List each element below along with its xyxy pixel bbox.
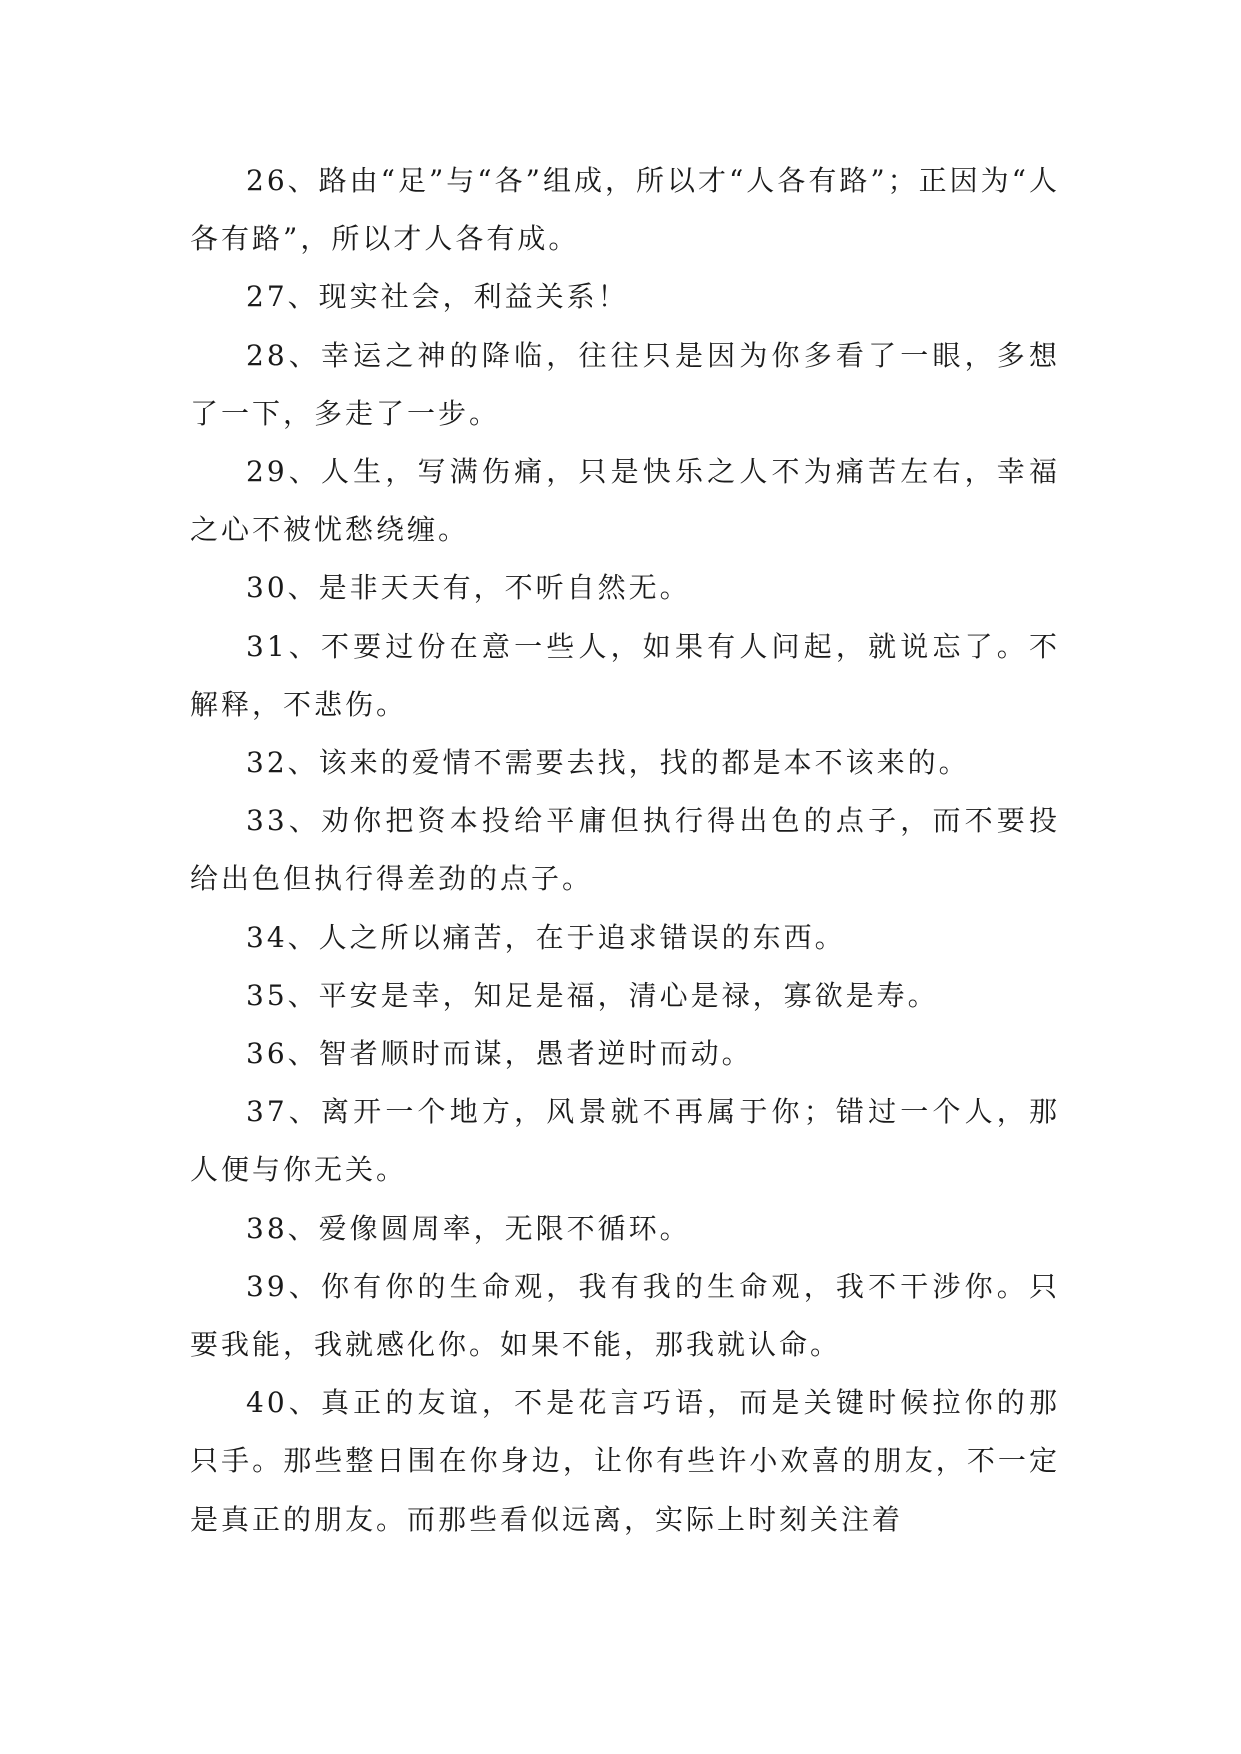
paragraph-34: 34、人之所以痛苦，在于追求错误的东西。	[246, 920, 846, 954]
paragraph-39: 39、你有你的生命观，我有我的生命观，我不干涉你。只要我能，我就感化你。如果不能，那我就认命。	[190, 1269, 1060, 1362]
paragraph-35: 35、平安是幸，知足是福，清心是禄，寡欲是寿。	[246, 978, 939, 1012]
paragraph-28: 28、幸运之神的降临，往往只是因为你多看了一眼，多想了一下，多走了一步。	[190, 338, 1060, 430]
paragraph-40: 40、真正的友谊，不是花言巧语，而是关键时候拉你的那只手。那些整日围在你身边，让你有些许小欢喜的朋友，不一定是真正的朋友。而那些看似远离，实际上时刻关注着	[190, 1386, 1060, 1536]
document-body	[190, 152, 1060, 1549]
paragraph-33: 33、劝你把资本投给平庸但执行得出色的点子，而不要投给出色但执行得差劲的点子。	[190, 804, 1060, 896]
paragraph-27: 27、现实社会，利益关系！	[246, 280, 629, 314]
paragraph-31: 31、不要过份在意一些人，如果有人问起，就说忘了。不解释，不悲伤。	[190, 629, 1060, 721]
paragraph-26: 26、路由“足”与“各”组成，所以才“人各有路”；正因为“人各有路”，所以才人各有成。	[190, 164, 1060, 256]
paragraph-30: 30、是非天天有，不听自然无。	[246, 571, 691, 605]
paragraph-38: 38、爱像圆周率，无限不循环。	[246, 1211, 691, 1245]
paragraph-29: 29、人生，写满伤痛，只是快乐之人不为痛苦左右，幸福之心不被忧愁绕缠。	[190, 455, 1060, 547]
paragraph-36: 36、智者顺时而谋，愚者逆时而动。	[246, 1037, 753, 1071]
paragraph-32: 32、该来的爱情不需要去找，找的都是本不该来的。	[246, 746, 970, 780]
paragraph-37: 37、离开一个地方，风景就不再属于你；错过一个人，那人便与你无关。	[190, 1095, 1060, 1187]
